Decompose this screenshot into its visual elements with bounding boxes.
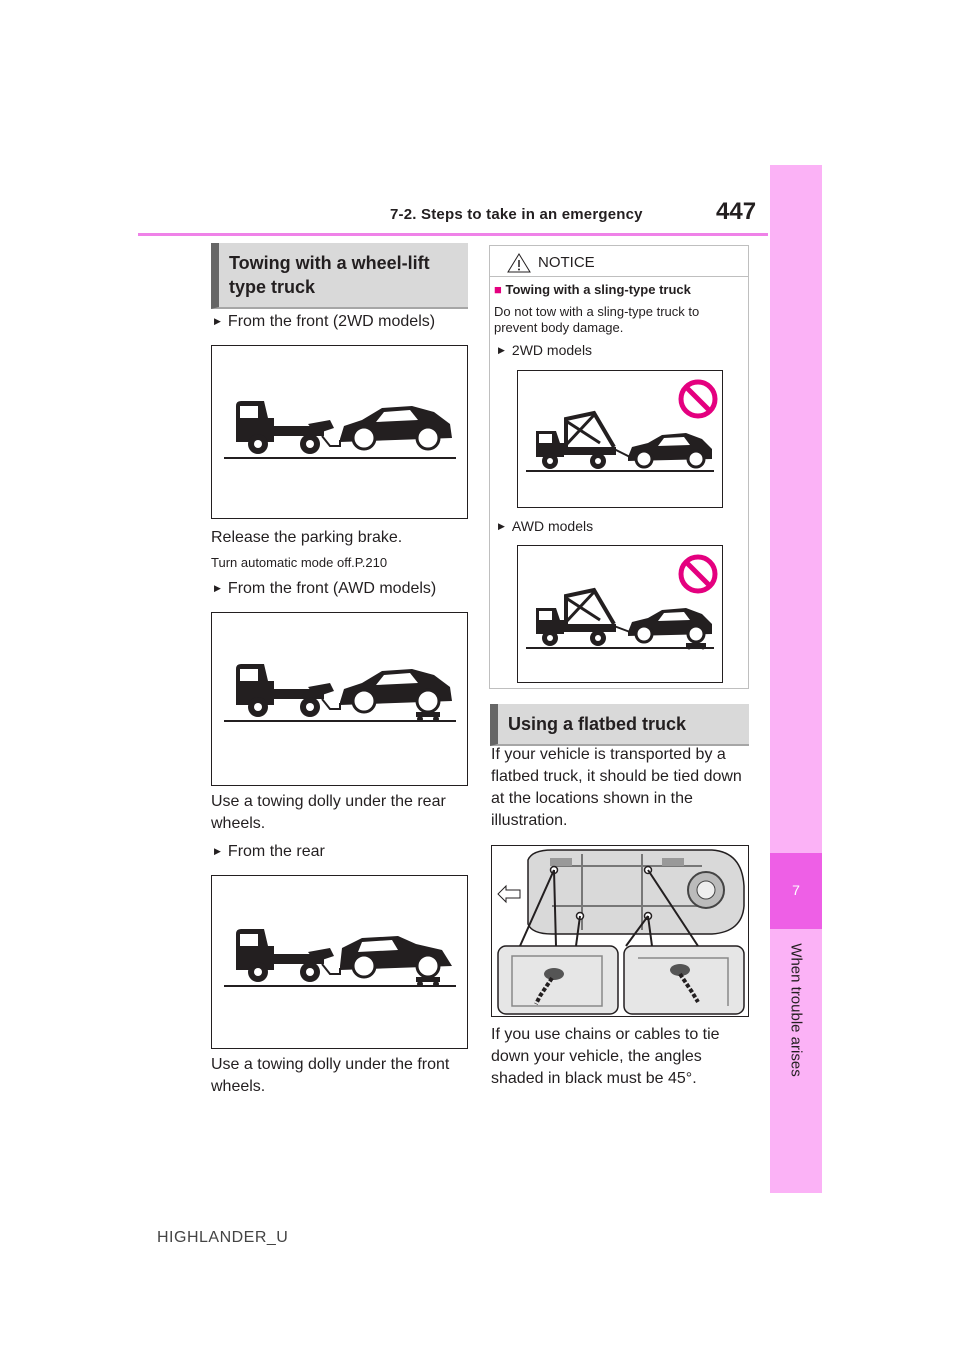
footer-model: HIGHLANDER_U (157, 1229, 289, 1246)
notice-subheading (494, 282, 691, 297)
chapter-label: When trouble arises (787, 943, 805, 1077)
square-bullet-icon: ■ (494, 282, 502, 297)
notice-divider (490, 276, 748, 277)
figure-tie-down (491, 845, 749, 1017)
header-rule (138, 233, 768, 236)
flatbed-text: If your vehicle is transported by a flatbed truck, it should be tied down at the locations shown in the illustration. (491, 746, 742, 829)
item-front-2wd-note: Turn automatic mode off.P.210 (211, 555, 388, 570)
item-front-awd-title: ▶ From the front (AWD models) (214, 578, 436, 601)
item-front-awd-text: Use a towing dolly under the rear wheels. (211, 793, 446, 832)
figure-tow-rear (211, 875, 468, 1049)
tow-truck-rear-illustration (212, 876, 467, 1048)
notice-label: NOTICE (538, 254, 595, 271)
chapter-number: 7 (792, 882, 800, 898)
figure-sling-2wd (517, 370, 723, 508)
notice-item-awd: ▶ AWD models (498, 518, 593, 534)
sling-truck-awd-illustration (518, 546, 722, 682)
warning-triangle-icon (506, 252, 532, 274)
tow-truck-illustration (212, 346, 467, 518)
item-rear-title: ▶ From the rear (214, 841, 325, 864)
item-front-2wd-title: ▶ From the front (2WD models) (214, 311, 435, 334)
notice-subheading-text: Towing with a sling-type truck (505, 282, 691, 297)
page-number: 447 (716, 198, 757, 225)
item-rear-text: Use a towing dolly under the front wheels. (211, 1056, 450, 1095)
figure-tow-front-2wd (211, 345, 468, 519)
sling-truck-2wd-illustration (518, 371, 722, 507)
chapter-number-box (770, 853, 822, 929)
wheel-lift-heading: Towing with a wheel-lift type truck (211, 243, 468, 309)
notice-box (489, 245, 749, 689)
figure-sling-awd (517, 545, 723, 683)
figure-tow-front-awd (211, 612, 468, 786)
section-title: 7-2. Steps to take in an emergency (390, 206, 643, 223)
tow-truck-dolly-illustration (212, 613, 467, 785)
flatbed-heading: Using a flatbed truck (490, 704, 749, 746)
flatbed-chain-text: If you use chains or cables to tie down your vehicle, the angles shaded in black must be 45°. (491, 1026, 720, 1087)
item-front-2wd-text: Release the parking brake. (211, 529, 403, 546)
notice-item-2wd: ▶ 2WD models (498, 342, 592, 358)
tie-down-illustration (492, 846, 748, 1016)
notice-text: Do not tow with a sling-type truck to prevent body damage. (494, 304, 700, 335)
